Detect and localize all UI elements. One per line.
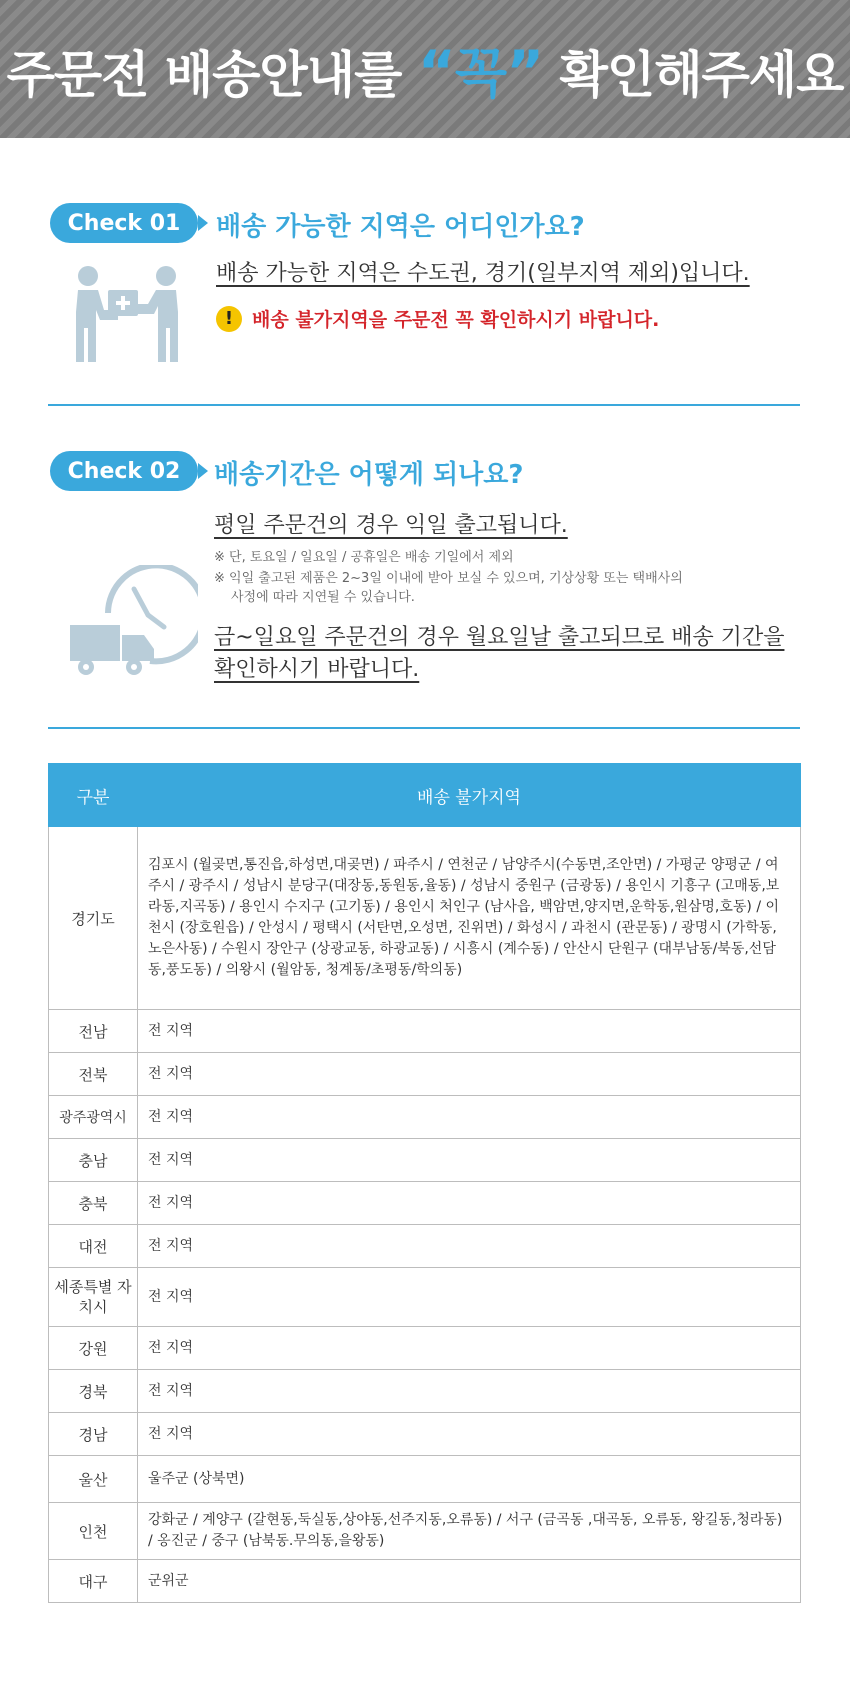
area-detail-cell: 울주군 (상북면) [138, 1456, 801, 1503]
region-cell: 전북 [49, 1053, 138, 1096]
table-row [49, 1010, 801, 1053]
table-row [49, 1370, 801, 1413]
banner-emphasis: 꼭 [454, 41, 507, 105]
table-row [49, 1268, 801, 1327]
area-detail-cell: 전 지역 [138, 1096, 801, 1139]
section-divider-2 [48, 727, 800, 729]
table-row [49, 1139, 801, 1182]
area-detail-cell: 김포시 (월곶면,통진읍,하성면,대곶면) / 파주시 / 연천군 / 남양주시(수동면,조안면) / 가평군 양평군 / 여주시 / 광주시 / 성남시 분당구(대장동,동원동,율동) / 성남시 중원구 (금광동) / 용인시 기흥구 (고매동,보라동,지곡동) / 용인시 수지구 (고기동) / 용인시 처인구 (남사읍, 백암면,양지면,운학동,원삼명,호동) / 이천시 (장호원읍) / 안성시 / 평택시 (서탄면,오성면, 진위면) / 화성시 / 과천시 (관문동) / 광명시 (가학동,노은사동) / 수원시 장안구 (상광교동, 하광교동) / 시흥시 (계수동) / 안산시 단원구 (대부남동/북동,선담동,풍도동) / 의왕시 (월암동, 청계동/초평동/학의동) [138, 827, 801, 1010]
table-row [49, 827, 801, 1010]
region-cell: 대전 [49, 1225, 138, 1268]
area-detail-cell: 전 지역 [138, 1182, 801, 1225]
banner-text-part2: 확인해주세요 [543, 45, 844, 104]
area-detail-cell: 전 지역 [138, 1010, 801, 1053]
check-02-note-1: ※ 단, 토요일 / 일요일 / 공휴일은 배송 기일에서 제외 [214, 550, 514, 565]
table-row [49, 1225, 801, 1268]
banner-title [7, 31, 844, 108]
area-detail-cell: 전 지역 [138, 1053, 801, 1096]
table-row [49, 1096, 801, 1139]
check-02-question: 배송기간은 어떻게 되나요? [214, 460, 524, 490]
table-row [49, 1182, 801, 1225]
delivery-people-icon [72, 260, 184, 372]
check-01-badge: Check 01 [50, 203, 198, 243]
warning-icon: ! [216, 306, 242, 332]
table-row [49, 1560, 801, 1603]
table-row [49, 1456, 801, 1503]
table-header-region: 구분 [49, 764, 138, 827]
check-01-question: 배송 가능한 지역은 어디인가요? [216, 212, 585, 242]
banner-text-part1: 주문전 배송안내를 [6, 45, 418, 104]
area-detail-cell: 전 지역 [138, 1327, 801, 1370]
table-row [49, 1413, 801, 1456]
undeliverable-areas-table [48, 763, 801, 1603]
region-cell: 경북 [49, 1370, 138, 1413]
check-02-note-2-line-1: ※ 익일 출고된 제품은 2~3일 이내에 받아 보실 수 있으며, 기상상황 또는 택배사의 [214, 571, 683, 586]
region-cell: 경기도 [49, 827, 138, 1010]
region-cell: 광주광역시 [49, 1096, 138, 1139]
region-cell: 울산 [49, 1456, 138, 1503]
table-row [49, 1503, 801, 1560]
table-row [49, 1327, 801, 1370]
check-02-answer: 평일 주문건의 경우 익일 출고됩니다. [214, 513, 568, 538]
region-cell: 대구 [49, 1560, 138, 1603]
check-02-weekend-line-1: 금~일요일 주문건의 경우 월요일날 출고되므로 배송 기간을 [214, 625, 785, 650]
region-cell: 충남 [49, 1139, 138, 1182]
area-detail-cell: 전 지역 [138, 1225, 801, 1268]
clock-truck-icon [68, 565, 198, 680]
region-cell: 세종특별 자치시 [49, 1268, 138, 1327]
check-01-warning [216, 305, 659, 332]
banner-quote-close: ” [506, 37, 544, 106]
region-cell: 전남 [49, 1010, 138, 1053]
check-02-badge: Check 02 [50, 451, 198, 491]
region-cell: 인천 [49, 1503, 138, 1560]
table-header-row [49, 764, 801, 827]
area-detail-cell: 전 지역 [138, 1268, 801, 1327]
area-detail-cell: 전 지역 [138, 1139, 801, 1182]
check-01-warning-text: 배송 불가지역을 주문전 꼭 확인하시기 바랍니다. [252, 309, 660, 331]
check-02-weekend-line-2: 확인하시기 바랍니다. [214, 657, 420, 682]
top-banner [0, 0, 850, 138]
area-detail-cell: 군위군 [138, 1560, 801, 1603]
table-row [49, 1053, 801, 1096]
table-header-areas: 배송 불가지역 [138, 764, 801, 827]
section-divider-1 [48, 404, 800, 406]
check-01-answer: 배송 가능한 지역은 수도권, 경기(일부지역 제외)입니다. [216, 261, 750, 286]
region-cell: 강원 [49, 1327, 138, 1370]
check-02-note-2-line-2: 사정에 따라 지연될 수 있습니다. [231, 590, 415, 605]
area-detail-cell: 전 지역 [138, 1370, 801, 1413]
area-detail-cell: 전 지역 [138, 1413, 801, 1456]
area-detail-cell: 강화군 / 계양구 (갈현동,둑실동,상야동,선주지동,오류동) / 서구 (금곡동 ,대곡동, 오류동, 왕길동,청라동) / 옹진군 / 중구 (남북동.무의동,을왕동) [138, 1503, 801, 1560]
banner-quote-open: “ [417, 37, 455, 106]
region-cell: 경남 [49, 1413, 138, 1456]
region-cell: 충북 [49, 1182, 138, 1225]
